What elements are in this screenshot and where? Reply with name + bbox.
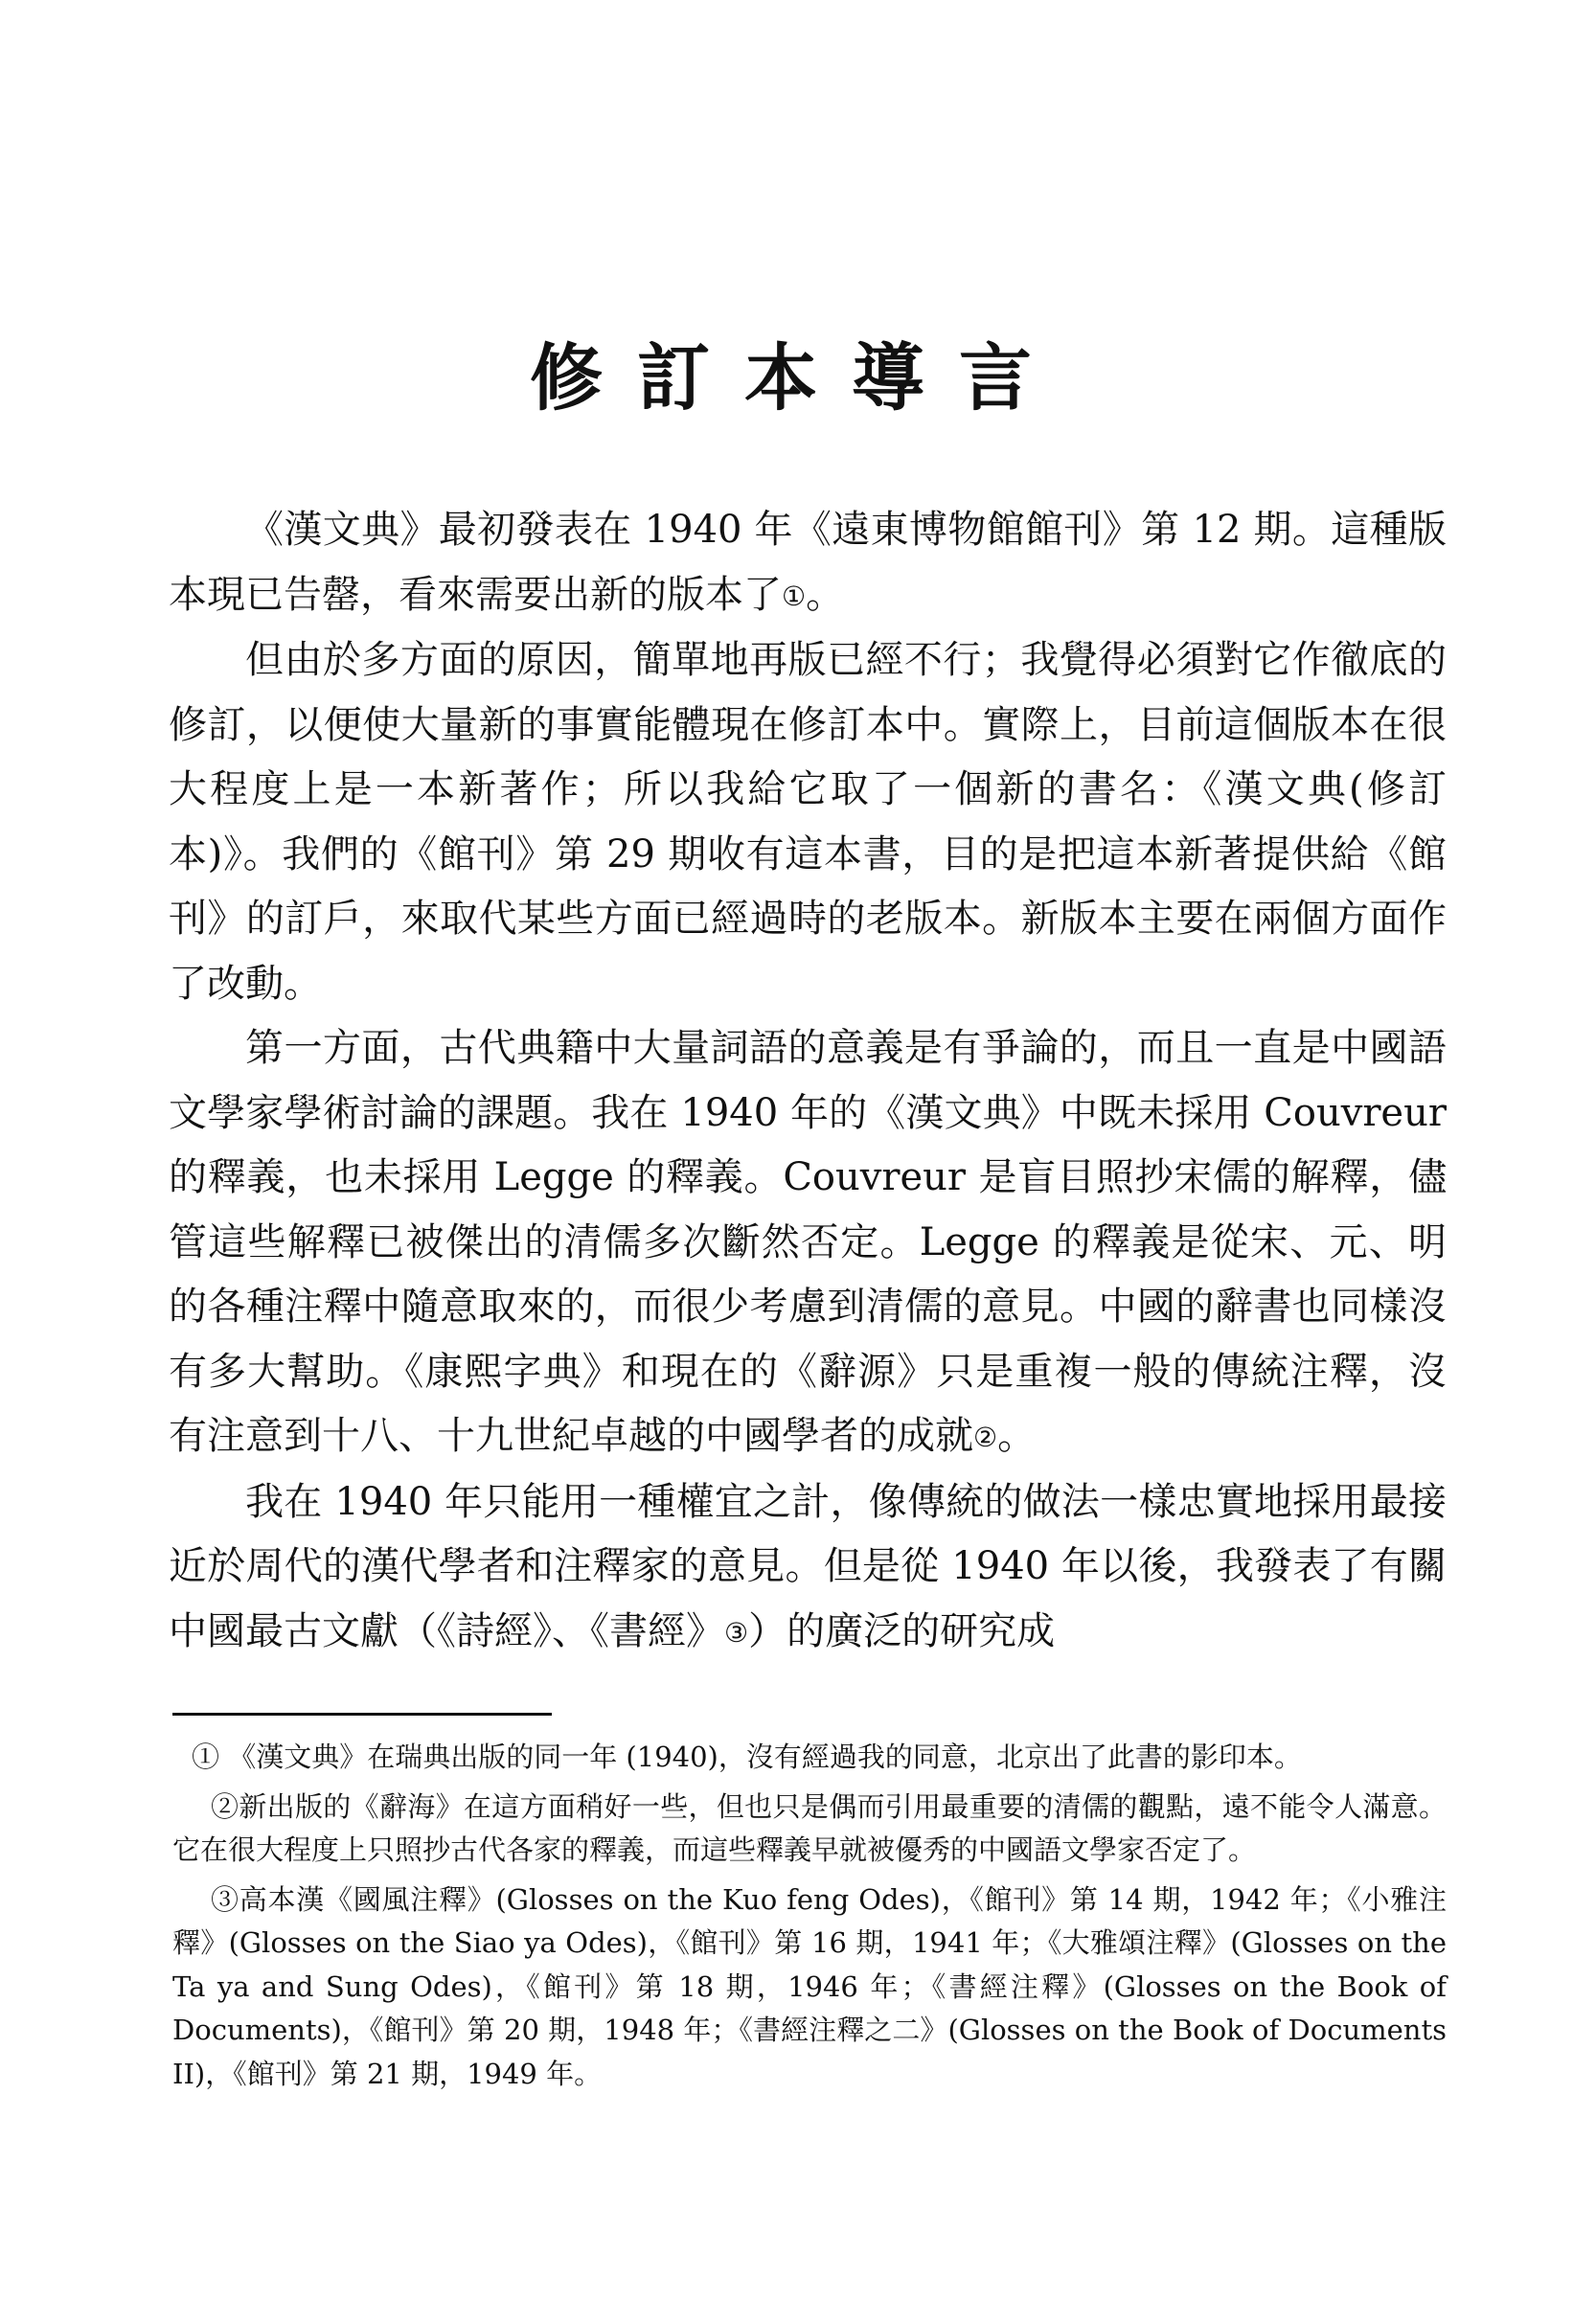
paragraph-tail: 。 <box>806 572 845 617</box>
footnote-divider <box>172 1713 552 1716</box>
paragraph-tail: 。 <box>997 1414 1037 1458</box>
footnote-2: ②新出版的《辭海》在這方面稍好一些，但也只是偶而引用最重要的清儒的觀點，遠不能令人滿意。它在很大程度上只照抄古代各家的釋義，而這些釋義早就被優秀的中國語文學家否定了。 <box>172 1789 1447 1866</box>
paragraph-2 <box>169 628 1447 1016</box>
footnotes <box>172 1736 1447 2102</box>
footnote-3: ③高本漢《國風注釋》(Glosses on the Kuo feng Odes)，《館刊》第 14 期，1942 年；《小雅注釋》(Glosses on the Siao ya Odes)，《館刊》第 16 期，1941 年；《大雅頌注釋》(Glosses on the Ta ya and Sung Odes)，《館刊》第 18 期，1946 年；《書經注釋》(Glosses on the Book of Documents)，《館刊》第 20 期，1948 年；《書經注釋之二》(Glosses on the Book of Documents II)，《館刊》第 21 期，1949 年。 <box>172 1882 1447 2090</box>
paragraph-tail: ）的廣泛的研究成 <box>748 1608 1056 1653</box>
paragraph-text: 但由於多方面的原因，簡單地再版已經不行；我覺得必須對它作徹底的修訂，以便使大量新的事實能體現在修訂本中。實際上，目前這個版本在很大程度上是一本新著作；所以我給它取了一個新的書名：《漢文典(修訂本)》。我們的《館刊》第 29 期收有這本書，目的是把這本新著提供給《館刊》的訂戶，來取代某些方面已經過時的老版本。新版本主要在兩個方面作了改動。 <box>169 638 1447 1006</box>
footnote-ref-1: ① <box>782 580 807 612</box>
paragraph-text: 我在 1940 年只能用一種權宜之計，像傳統的做法一樣忠實地採用最接近於周代的漢代學者和注釋家的意見。但是從 1940 年以後，我發表了有關中國最古文獻（《詩經》、《書經》 <box>169 1479 1447 1653</box>
paragraph-text: 第一方面，古代典籍中大量詞語的意義是有爭論的，而且一直是中國語文學家學術討論的課題。我在 1940 年的《漢文典》中既未採用 Couvreur 的釋義，也未採用 Legge 的釋義。Couvreur 是盲目照抄宋儒的解釋，儘管這些解釋已被傑出的清儒多次斷然否定。Legge 的釋義是從宋、元、明的各種注釋中隨意取來的，而很少考慮到清儒的意見。中國的辭書也同樣沒有多大幫助。《康熙字典》和現在的《辭源》只是重複一般的傳統注釋，沒有注意到十八、十九世紀卓越的中國學者的成就 <box>169 1026 1447 1458</box>
body-text <box>169 498 1447 1665</box>
footnote-ref-2: ② <box>973 1422 998 1453</box>
footnote-1: ① 《漢文典》在瑞典出版的同一年 (1940)，沒有經過我的同意，北京出了此書的影印本。 <box>192 1741 1302 1773</box>
page-title: 修訂本導言 <box>530 335 1066 421</box>
paragraph-1 <box>169 498 1447 628</box>
footnote-ref-3: ③ <box>724 1616 749 1649</box>
paragraph-text: 《漢文典》最初發表在 1940 年《遠東博物館館刊》第 12 期。這種版本現已告罄，看來需要出新的版本了 <box>169 508 1447 617</box>
paragraph-3 <box>169 1016 1447 1470</box>
paragraph-4 <box>169 1470 1447 1666</box>
